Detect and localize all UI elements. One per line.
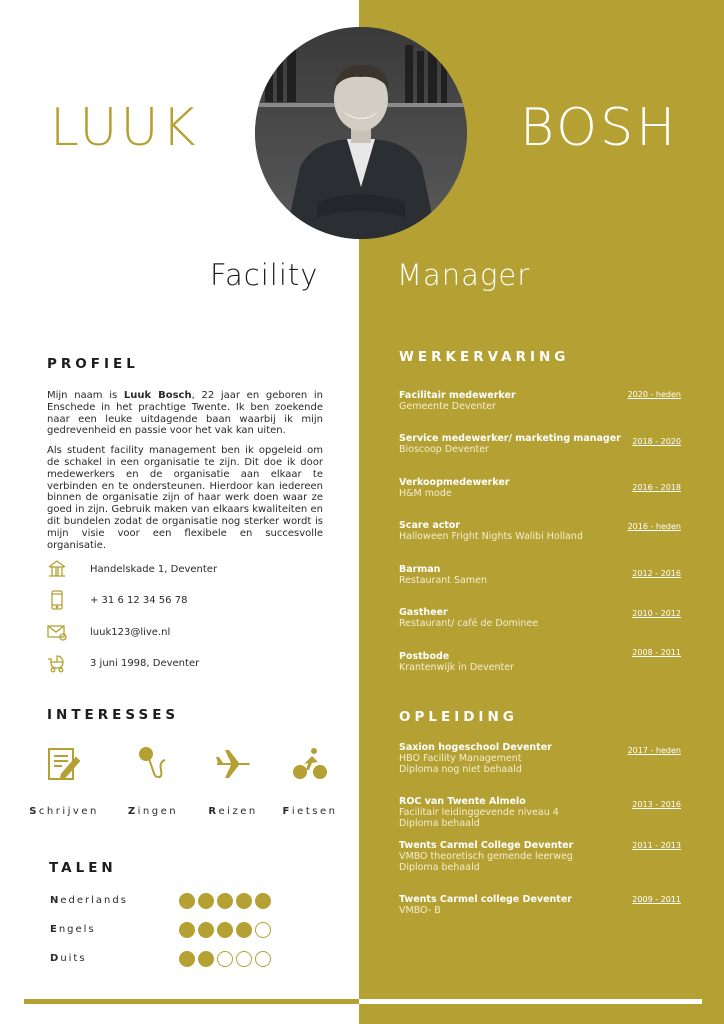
job-date: 2016 - heden <box>627 522 681 531</box>
experience-item <box>399 520 689 542</box>
job-org: Gemeente Deventer <box>399 401 496 412</box>
job-role: Postbode <box>399 651 450 662</box>
language-row <box>50 893 330 911</box>
education-line2: Diploma nog niet behaald <box>399 764 522 775</box>
level-dot <box>255 922 271 938</box>
interest-label: Fietsen <box>282 806 338 817</box>
language-row <box>50 951 330 969</box>
writing-icon <box>46 746 82 782</box>
interest-cycling <box>270 746 350 817</box>
contact-phone <box>47 588 307 612</box>
language-level <box>179 951 271 967</box>
interest-writing <box>24 746 104 817</box>
level-dot <box>198 922 214 938</box>
education-heading: OPLEIDING <box>399 709 518 725</box>
education-line2: Diploma behaald <box>399 862 480 873</box>
language-row <box>50 922 330 940</box>
job-org: Bioscoop Deventer <box>399 444 489 455</box>
job-role: Scare actor <box>399 520 461 531</box>
contact-birth <box>47 651 307 675</box>
experience-item <box>399 648 689 673</box>
profile-photo <box>255 27 467 239</box>
stroller-icon <box>47 653 67 673</box>
level-dot <box>236 951 252 967</box>
job-date: 2016 - 2018 <box>632 483 681 492</box>
phone-text: + 31 6 12 34 56 78 <box>90 594 188 606</box>
profile-name: Luuk Bosch <box>123 390 192 401</box>
level-dot <box>179 951 195 967</box>
level-dot <box>255 893 271 909</box>
contact-email <box>47 620 307 644</box>
experience-item <box>399 564 689 586</box>
education-date: 2017 - heden <box>627 746 681 755</box>
house-icon <box>47 559 67 579</box>
language-name: Nederlands <box>50 895 128 906</box>
interest-label: Zingen <box>127 806 179 817</box>
job-org: Restaurant/ café de Dominee <box>399 618 539 629</box>
level-dot <box>236 893 252 909</box>
mail-icon <box>47 622 67 642</box>
level-dot <box>179 922 195 938</box>
last-name: BOSH <box>520 98 679 158</box>
school-name: Saxion hogeschool Deventer <box>399 742 552 753</box>
job-date: 2008 - 2011 <box>632 648 681 657</box>
job-org: H&M mode <box>399 488 452 499</box>
education-item <box>399 894 689 916</box>
education-line2: Diploma behaald <box>399 818 480 829</box>
address-text: Handelskade 1, Deventer <box>90 563 218 575</box>
footer-bar-right <box>359 999 702 1004</box>
job-org: Restaurant Samen <box>399 575 488 586</box>
job-role: Facilitair medewerker <box>399 390 516 401</box>
phone-icon <box>47 590 67 610</box>
interest-singing <box>113 746 193 817</box>
profile-text <box>47 390 323 551</box>
education-item <box>399 840 689 873</box>
experience-heading: WERKERVARING <box>399 349 570 365</box>
job-org: Halloween Fright Nights Walibi Holland <box>399 531 583 542</box>
education-line1: VMBO theoretisch gemende leerweg <box>399 851 573 862</box>
birth-text: 3 juni 1998, Deventer <box>90 657 200 669</box>
title-left: Facility <box>210 258 319 292</box>
language-level <box>179 893 271 909</box>
level-dot <box>217 951 233 967</box>
profile-intro-b: , 22 jaar en geboren in Enschede in het prachtige Twente. Ik ben zoekende naar een leuke uitdagende baan waarbij ik mijn gedrevenheid en passie voor het vak kan uiten. <box>47 390 323 437</box>
school-name: ROC van Twente Almelo <box>399 796 526 807</box>
job-date: 2020 - heden <box>627 390 681 399</box>
languages-heading: TALEN <box>49 860 117 876</box>
profile-heading: PROFIEL <box>47 356 139 372</box>
education-item <box>399 742 689 775</box>
education-line1: Facilitair leidinggevende niveau 4 <box>399 807 559 818</box>
education-date: 2009 - 2011 <box>632 895 681 904</box>
job-role: Gastheer <box>399 607 448 618</box>
interest-label: Reizen <box>208 806 258 817</box>
level-dot <box>236 922 252 938</box>
title-right: Manager <box>397 258 531 292</box>
school-name: Twents Carmel College Deventer <box>399 840 574 851</box>
level-dot <box>198 951 214 967</box>
experience-item <box>399 433 689 455</box>
education-line1: VMBO- B <box>399 905 441 916</box>
cyclist-icon <box>292 746 328 782</box>
footer-bar-left <box>24 999 359 1004</box>
job-org: Krantenwijk in Deventer <box>399 662 514 673</box>
language-level <box>179 922 271 938</box>
education-date: 2013 - 2016 <box>632 800 681 809</box>
profile-paragraph-2: Als student facility management ben ik opgeleid om de schakel in een organisatie te zijn. Dit doe ik door medewerkers en de organisatie aan elkaar te verbinden en te ondersteunen. Hierdoor kan iedereen binnen de organisatie zijn of haar werk doen waar ze goed in zijn. Gebruik maken van elkaars kwaliteiten en dit bundelen zodat de organisatie nog sterker wordt is mijn visie voor een flexibele en succesvolle organisatie. <box>47 445 323 551</box>
interest-label: Schrijven <box>29 806 99 817</box>
profile-intro-a: Mijn naam is <box>47 390 124 401</box>
job-date: 2010 - 2012 <box>632 609 681 618</box>
education-item <box>399 796 689 829</box>
education-date: 2011 - 2013 <box>632 841 681 850</box>
job-role: Service medewerker/ marketing manager <box>399 433 621 444</box>
experience-item <box>399 477 689 499</box>
level-dot <box>217 922 233 938</box>
job-role: Barman <box>399 564 441 575</box>
level-dot <box>255 951 271 967</box>
language-name: Duits <box>50 953 87 964</box>
job-date: 2018 - 2020 <box>632 437 681 446</box>
school-name: Twents Carmel college Deventer <box>399 894 572 905</box>
level-dot <box>217 893 233 909</box>
job-role: Verkoopmedewerker <box>399 477 510 488</box>
experience-item <box>399 390 689 412</box>
level-dot <box>198 893 214 909</box>
contact-address <box>47 557 307 581</box>
education-line1: HBO Facility Management <box>399 753 522 764</box>
level-dot <box>179 893 195 909</box>
interest-travel <box>193 746 273 817</box>
experience-item <box>399 607 689 629</box>
language-name: Engels <box>50 924 96 935</box>
email-text: luuk123@live.nl <box>90 626 171 638</box>
interests-heading: INTERESSES <box>47 707 180 723</box>
airplane-icon <box>215 746 251 782</box>
microphone-icon <box>135 746 171 782</box>
first-name: LUUK <box>50 98 199 158</box>
job-date: 2012 - 2016 <box>632 569 681 578</box>
